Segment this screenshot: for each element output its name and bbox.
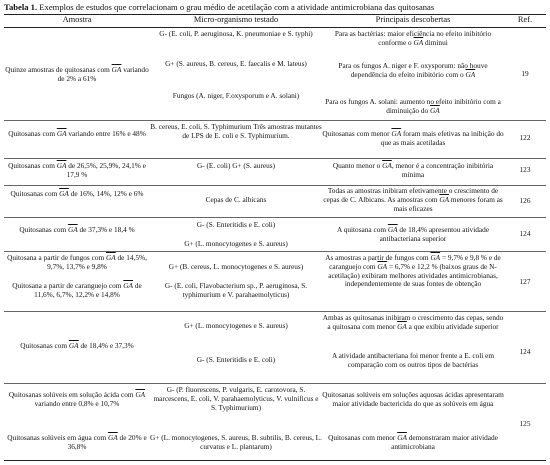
row-6-sample: Quitosanas com $\overline{GA}$ de 18,4% e 37,3% bbox=[20, 341, 134, 350]
ga-symbol: $\overline{GA}$ bbox=[397, 321, 407, 331]
row-divider bbox=[4, 251, 546, 252]
row-6-organism-0: G+ (L. monocytogenes e S. aureus) bbox=[184, 321, 288, 330]
ga-symbol: $\overline{GA}$ bbox=[123, 281, 134, 290]
ga-symbol: $\overline{GA}$ bbox=[430, 253, 441, 262]
row-divider bbox=[4, 311, 546, 312]
row-0-finding-2: Para os fungos A. solani: aumento no efeito inibitório com a diminuição do $\overline{GA}$ bbox=[325, 97, 501, 115]
row-divider bbox=[4, 158, 546, 159]
header-ref: Ref. bbox=[517, 15, 533, 24]
header-rule bbox=[4, 27, 546, 28]
ga-symbol: $\overline{GA}$ bbox=[108, 433, 118, 442]
caption-text: Exemplos de estudos que correlacionam o grau médio de acetilação com a atividade antimicrobiana das quitosanas bbox=[39, 2, 435, 12]
header-findings: Principais descobertas bbox=[375, 15, 451, 24]
row-divider bbox=[4, 217, 546, 218]
row-4-organism-0: G- (S. Enteritidis e E. coli) bbox=[196, 220, 276, 229]
ga-symbol: $\overline{GA}$ bbox=[413, 37, 424, 47]
row-4-finding: A quitosana com $\overline{GA}$ de 18,4% apresentou atividade antibacteriana superior bbox=[337, 225, 489, 243]
row-1-ref: 122 bbox=[519, 133, 531, 142]
caption-label: Tabela 1. bbox=[4, 2, 38, 12]
ga-symbol: $\overline{GA}$ bbox=[105, 253, 116, 262]
row-7-ref: 125 bbox=[519, 419, 531, 428]
ga-symbol: $\overline{GA}$ bbox=[67, 225, 78, 234]
ga-symbol: $\overline{GA}$ bbox=[465, 69, 476, 79]
row-7-organism-0: G- (P. fluorescens, P. vulgaris, E. carotovora, S. marcescens, E. coli, V. parahaemolyticus, V. vulnificus e S. Typhimurium) bbox=[153, 385, 319, 412]
row-0-organism-2: Fungos (A. niger, F.oxysporum e A. solani) bbox=[172, 91, 300, 100]
ga-symbol: $\overline{GA}$ bbox=[135, 390, 146, 399]
row-4-sample: Quitosanas com $\overline{GA}$ de 37,3% e 18,4 % bbox=[19, 225, 135, 234]
row-6-finding-1: A atividade antibacteriana foi menor frente a E. coli em comparação com os outros tipos de bactérias bbox=[331, 351, 495, 369]
row-6-finding-0: Ambas as quitosanas inibiram o crescimento das cepas, sendo a quitosana com menor $\overline{GA}$ a que exibiu atividade superior bbox=[322, 313, 504, 331]
row-1-finding: Quitosanas com menor $\overline{GA}$ foram mais efetivas na inibição do que as mais acetiladas bbox=[322, 129, 504, 147]
row-5-sample-1: Quitosana a partir de caranguejo com $\overline{GA}$ de 11,6%, 6,7%, 12,2% e 14,8% bbox=[12, 281, 142, 299]
ga-symbol: $\overline{GA}$ bbox=[377, 261, 388, 271]
row-5-ref: 127 bbox=[519, 277, 531, 286]
row-6-ref: 124 bbox=[519, 347, 531, 356]
row-2-finding: Quanto menor o $\overline{GA}$, menor é a concentração inibitória mínima bbox=[332, 161, 494, 179]
row-7-finding-1: Quitosanas com menor $\overline{GA}$ demonstraram maior atividade antimicrobiana bbox=[328, 433, 498, 451]
ga-symbol: $\overline{GA}$ bbox=[56, 161, 67, 170]
ga-symbol: $\overline{GA}$ bbox=[382, 161, 392, 170]
row-0-finding-1: Para os fungos A. niger e F. oxysporum: não houve dependência do efeito inibitório com o $\overline{GA}$ bbox=[338, 61, 488, 79]
row-3-ref: 126 bbox=[519, 196, 531, 205]
row-2-ref: 123 bbox=[519, 165, 531, 174]
ga-symbol: $\overline{GA}$ bbox=[397, 433, 407, 442]
ga-symbol: $\overline{GA}$ bbox=[387, 225, 398, 234]
row-3-organism: Cepas de C. albicans bbox=[205, 195, 267, 204]
row-divider bbox=[4, 383, 546, 384]
row-4-organism-1: G+ (L. monocytogenes e S. aureus) bbox=[184, 239, 288, 248]
row-2-organism: G- (E. coli) G+ (S. aureus) bbox=[196, 161, 276, 170]
bottom-rule bbox=[4, 460, 546, 461]
row-5-sample-0: Quitosana a partir de fungos com $\overline{GA}$ de 14,5%, 9,7%, 13,7% e 9,8% bbox=[7, 253, 147, 271]
row-5-organism-1: G- (E. coli, Flavobacterium sp., P. aeruginosa, S. typhimurium e V. parahaemolyticus) bbox=[164, 281, 308, 299]
ga-symbol: $\overline{GA}$ bbox=[56, 129, 67, 138]
ga-symbol: $\overline{GA}$ bbox=[430, 105, 440, 115]
row-3-finding: Todas as amostras inibiram efetivamente o crescimento de cepas de C. Albicans. As amostras com $\overline{GA}$ menores foram as mais eficazes bbox=[323, 186, 503, 213]
ga-symbol: $\overline{GA}$ bbox=[439, 194, 450, 204]
ga-symbol: $\overline{GA}$ bbox=[68, 341, 79, 350]
row-1-sample: Quitosanas com $\overline{GA}$ variando entre 16% e 48% bbox=[8, 129, 146, 138]
row-0-organism-1: G+ (S. aureus, B. cereus, E. faecalis e M. lateus) bbox=[165, 59, 307, 68]
row-divider bbox=[4, 120, 546, 121]
ga-symbol: $\overline{GA}$ bbox=[391, 129, 402, 138]
row-1-organism: B. cereus, E. coli, S. Typhimurium Três amostras mutantes de LPS de E. coli e S. Typhimurium. bbox=[150, 122, 322, 140]
row-6-organism-1: G- (S. Enteritidis e E. coli) bbox=[196, 355, 276, 364]
row-0-finding-0: Para as bactérias: maior eficiência no efeito inibitório conforme o $\overline{GA}$ diminui bbox=[334, 29, 492, 47]
row-2-sample: Quitosanas com $\overline{GA}$ de 26,5%, 25,9%, 24,1% e 17,9 % bbox=[8, 161, 146, 179]
row-0-sample: Quinze amostras de quitosanas com $\overline{GA}$ variando de 2% a 61% bbox=[5, 65, 149, 83]
row-3-sample: Quitosanas com $\overline{GA}$ de 16%, 14%, 12% e 6% bbox=[10, 189, 144, 198]
row-7-finding-0: Quitosanas solúveis em soluções aquosas ácidas apresentaram maior atividade bactericida do que as solúveis em água bbox=[322, 390, 504, 408]
row-4-ref: 124 bbox=[519, 229, 531, 238]
ga-symbol: $\overline{GA}$ bbox=[111, 65, 122, 74]
row-0-organism-0: G- (E. coli, P. aeruginosa, K. pneumoniae e S. typhi) bbox=[159, 29, 313, 38]
row-0-ref: 19 bbox=[521, 69, 529, 78]
row-7-organism-1: G+ (L. monocytogenes, S. aureus, B. subtilis, B. cereus, L. curvatus e L. plantarum) bbox=[150, 433, 322, 451]
row-7-sample-0: Quitosanas solúveis em solução ácida com $\overline{GA}$ variando entre 0,8% e 10,7% bbox=[8, 390, 146, 408]
table-caption bbox=[4, 2, 434, 12]
header-sample: Amostra bbox=[62, 15, 92, 24]
row-7-sample-1: Quitosanas solúveis em água com $\overline{GA}$ de 20% e 36,8% bbox=[7, 433, 147, 451]
header-organism: Micro-organismo testado bbox=[193, 15, 279, 24]
row-5-finding: As amostras a partir de fungos com $\overline{GA} = 9,7\%$ e 9,8 % e de caranguejo com $\overline{GA} = 6,7\%$ e 12,2 % (baixos graus de N- acetilação) exibiram melhores atividades antimicrobianas, independentemente de suas fontes de obtenção bbox=[325, 253, 501, 289]
ga-symbol: $\overline{GA}$ bbox=[59, 189, 69, 198]
row-5-organism-0: G+ (B. cereus, L. monocytogenes e S. aureus) bbox=[168, 262, 304, 271]
